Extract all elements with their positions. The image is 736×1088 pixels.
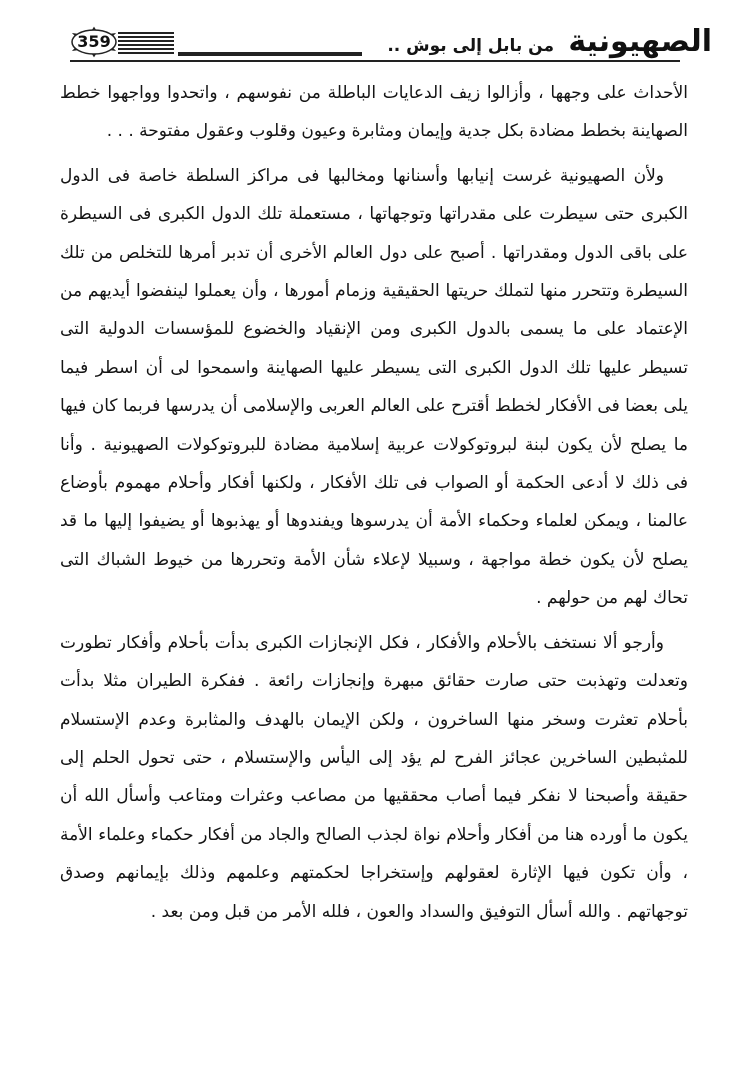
header-underline xyxy=(70,60,680,62)
book-title: الصهيونية xyxy=(568,24,712,59)
paragraph: ولأن الصهيونية غرست إنيابها وأسنانها ومخالبها فى مراكز السلطة خاصة فى الدول الكبرى حتى سيطرت على مقدراتها وتوجهاتها ، مستعملة تلك الدول الكبرى فى السيطرة على باقى الدول ومقدراتها . أصبح على دول العالم الأخرى أن تدبر أمرها للتخلص من تلك السيطرة وتتحرر منها لتملك حريتها الحقيقية وزمام أمورها ، وأن يعملوا لينفضوا أيديهم من الإعتماد على ما يسمى بالدول الكبرى ومن الإنقياد والخضوع للمؤسسات الدولية التى تسيطر عليها تلك الدول الكبرى التى يسيطر عليها الصهاينة واسمحوا لى أن اسطر فيما يلى بعضا فى الأفكار لخطط أقترح على العالم العربى والإسلامى أن يدرسها فربما كان فيها ما يصلح لأن يكون لبنة لبروتوكولات عربية إسلامية مضادة للبروتوكولات الصهيونية . وأنا فى ذلك لا أدعى الحكمة أو الصواب فى تلك الأفكار ، ولكنها أفكار وأحلام مهموم بأوضاع عالمنا ، ويمكن لعلماء وحكماء الأمة أن يدرسوها ويفندوها أو يهذبوها أو يضيفوا إليها ما قد يصلح لأن يكون خطة مواجهة ، وسبيلا لإعلاء شأن الأمة وتحررها من خيوط الشباك التى تحاك لهم من حولهم . xyxy=(60,165,688,609)
paragraph: وأرجو ألا نستخف بالأحلام والأفكار ، فكل الإنجازات الكبرى بدأت بأحلام وأفكار تطورت وتعدلت وتهذبت حتى صارت حقائق مبهرة وإنجازات رائعة . ففكرة الطيران مثلا بدأت بأحلام تعثرت وسخر منها الساخرون ، ولكن الإيمان بالهدف والمثابرة وعدم الإستسلام للمثبطين الساخرين عجائز الفرح لم يؤد إلى اليأس والإستسلام ، حتى تحول الحلم إلى حقيقة وأصبحنا لا نفكر فيما أصاب محققيها من مصاعب وعثرات ومتاعب وأسأل الله أن يكون ما أورده هنا من أفكار وأحلام نواة لجذب الصالح والجاد من أفكار حكماء وعلماء الأمة ، وأن تكون فيها الإثارة لعقولهم وإستخراجا لحكمتهم وعلمهم وذلك بإيمانهم وصدق توجهاتهم . والله أسأل التوفيق والسداد والعون ، فلله الأمر من قبل ومن بعد . xyxy=(60,632,688,922)
page-number-badge xyxy=(68,26,120,58)
header-rule xyxy=(178,52,362,56)
page-number: 359 xyxy=(77,32,111,51)
paragraph: الأحداث على وجهها ، وأزالوا زيف الدعايات الباطلة من نفوسهم ، واتحدوا وواجهوا خطط الصهاينة بخطط مضادة بكل جدية وإيمان ومثابرة وعيون وقلوب وعقول مفتوحة . . . xyxy=(60,83,688,142)
page-header xyxy=(60,22,712,66)
book-subtitle: من بابل إلى بوش .. xyxy=(387,36,554,56)
body-text xyxy=(60,74,688,931)
flag-stripes-icon xyxy=(118,32,174,54)
